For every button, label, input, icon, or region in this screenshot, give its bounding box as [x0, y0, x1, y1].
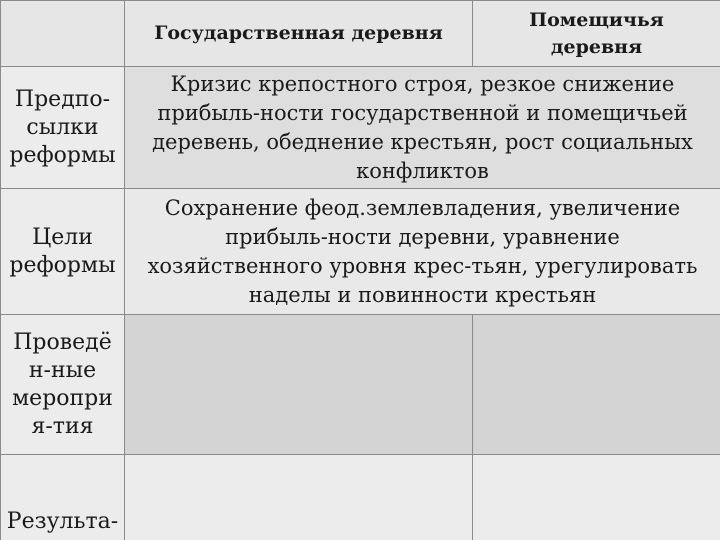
prerequisites-text-line1: Кризис крепостного строя, резкое снижение: [170, 71, 675, 96]
prerequisites-text-line2: прибыль-ности государственной и помещичьей: [157, 100, 688, 125]
measures-label-line3: меропри: [12, 385, 113, 411]
goals-label-line1: Цели: [32, 224, 93, 250]
measures-label-line1: Проведё: [13, 329, 112, 355]
measures-label-line4: я-тия: [31, 413, 94, 439]
header-state-village: [125, 1, 473, 67]
results-label-text: Результа-: [6, 509, 119, 534]
header-state-village-text: Государственная деревня: [154, 22, 443, 44]
goals-text-line3: хозяйственного уровня крес-тьян, урегулировать: [147, 253, 698, 278]
prerequisites-text-line3: деревень, обеднение крестьян, рост социальных: [152, 129, 693, 154]
prerequisites-text-line4: конфликтов: [356, 158, 489, 183]
header-landlord-village: [473, 1, 720, 67]
measures-landlord-cell: [473, 315, 720, 455]
results-landlord-cell: [473, 455, 720, 540]
measures-label-line2: н-ные: [28, 357, 97, 383]
prerequisites-label: [1, 67, 125, 189]
goals-text-line2: прибыль-ности деревни, уравнение: [225, 224, 620, 249]
goals-text-line4: наделы и повинности крестьян: [248, 282, 597, 307]
header-corner-cell: [1, 1, 125, 67]
header-landlord-village-line1: Помещичья: [529, 8, 664, 31]
header-row: [1, 1, 720, 67]
prerequisites-label-line3: реформы: [9, 142, 116, 168]
header-landlord-village-line2: деревня: [550, 35, 643, 58]
goals-row: [1, 189, 720, 315]
results-label: [1, 455, 125, 540]
goals-text: [125, 189, 720, 315]
measures-state-cell: [125, 315, 473, 455]
results-row: [1, 455, 720, 540]
results-state-cell: [125, 455, 473, 540]
prerequisites-label-line1: Предпо-: [14, 86, 111, 112]
prerequisites-label-line2: сылки: [26, 114, 99, 140]
goals-label-line2: реформы: [9, 252, 116, 278]
measures-label: [1, 315, 125, 455]
goals-label: [1, 189, 125, 315]
goals-text-line1: Сохранение феод.землевладения, увеличение: [164, 195, 681, 220]
prerequisites-row: [1, 67, 720, 189]
prerequisites-text: [125, 67, 720, 189]
measures-row: [1, 315, 720, 455]
